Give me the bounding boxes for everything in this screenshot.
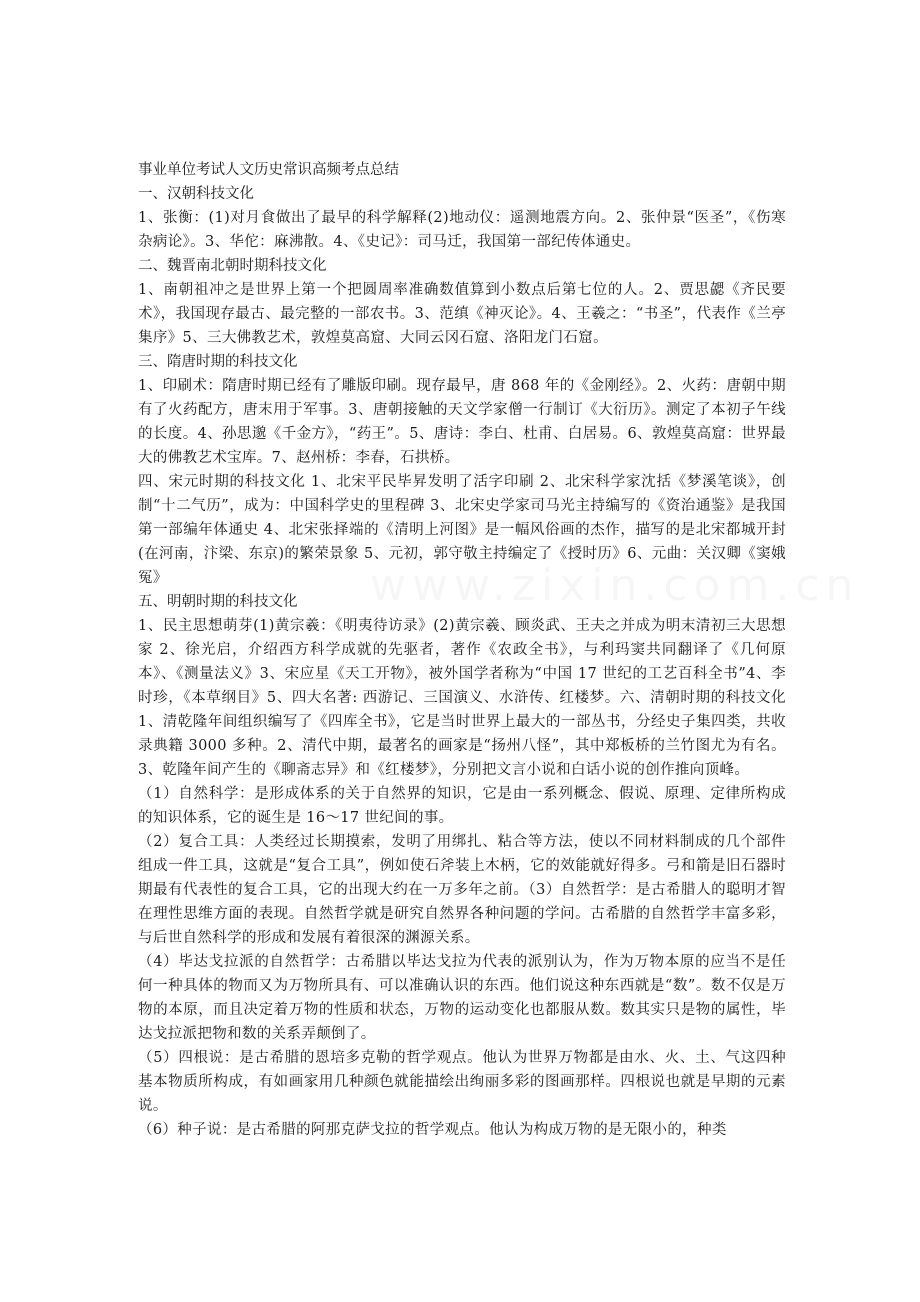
section-paragraph: （6）种子说：是古希腊的阿那克萨戈拉的哲学观点。他认为构成万物的是无限小的，种类 [138,1122,727,1138]
document-title: 事业单位考试人文历史常识高频考点总结 [138,162,399,178]
section-heading: 一、汉朝科技文化 [138,186,254,202]
section-heading: 五、明朝时期的科技文化 [138,594,298,610]
section-paragraph: 四、宋元时期的科技文化 1、北宋平民毕昇发明了活字印刷 2、北宋科学家沈括《梦溪笔谈》，创制“十二气历”，成为：中国科学史的里程碑 3、北宋史学家司马光主持编写的《资治通鉴》是我国第一部编年体通史 4、北宋张择端的《清明上河图》是一幅风俗画的杰作，描写的是北宋都城开封(在河南，汴梁、东京)的繁荣景象 5、元初，郭守敬主持编定了《授时历》6、元曲：关汉卿《窦娥冤》 [138,474,786,586]
section-paragraph: （4）毕达戈拉派的自然哲学：古希腊以毕达戈拉为代表的派别认为，作为万物本原的应当不是任何一种具体的物而又为万物所具有、可以准确认识的东西。他们说这种东西就是“数”。数不仅是万物的本原，而且决定着万物的性质和状态，万物的运动变化也都服从数。数其实只是物的属性，毕达戈拉派把物和数的关系弄颠倒了。 [138,954,786,1042]
section-paragraph: 1、南朝祖冲之是世界上第一个把圆周率准确数值算到小数点后第七位的人。2、贾思勰《齐民要术》，我国现存最古、最完整的一部农书。3、范缜《神灭论》。4、王羲之：“书圣”，代表作《兰亭集序》5、三大佛教艺术，敦煌莫高窟、大同云冈石窟、洛阳龙门石窟。 [138,282,786,346]
section-paragraph: 1、民主思想萌芽(1)黄宗羲：《明夷待访录》(2)黄宗羲、顾炎武、王夫之并成为明末清初三大思想家 2、徐光启，介绍西方科学成就的先驱者，著作《农政全书》，与利玛窦共同翻译了《几何原本》、《测量法义》3、宋应星《天工开物》，被外国学者称为“中国 17 世纪的工艺百科全书”4、李时珍，《本草纲目》5、四大名著: 西游记、三国演义、水浒传、红楼梦。六、清朝时期的科技文化 1、清乾隆年间组织编写了《四库全书》，它是当时世界上最大的一部丛书，分经史子集四类，共收录典籍 3000 多种。2、清代中期，最著名的画家是“扬州八怪”，其中郑板桥的兰竹图尤为有名。3、乾隆年间产生的《聊斋志异》和《红楼梦》，分别把文言小说和白话小说的创作推向顶峰。 [138,618,786,778]
section-paragraph: 1、张衡：(1)对月食做出了最早的科学解释(2)地动仪：遥测地震方向。2、张仲景“医圣”，《伤寒杂病论》。3、华佗：麻沸散。4、《史记》：司马迁，我国第一部纪传体通史。 [138,210,786,250]
section-heading: 三、隋唐时期的科技文化 [138,354,298,370]
section-paragraph: （1）自然科学：是形成体系的关于自然界的知识，它是由一系列概念、假说、原理、定律所构成的知识体系，它的诞生是 16～17 世纪间的事。 [138,786,786,826]
section-paragraph: （2）复合工具：人类经过长期摸索，发明了用绑扎、粘合等方法，使以不同材料制成的几个部件组成一件工具，这就是“复合工具”，例如使石斧装上木柄，它的效能就好得多。弓和箭是旧石器时期最有代表性的复合工具，它的出现大约在一万多年之前。（3）自然哲学：是古希腊人的聪明才智在理性思维方面的表现。自然哲学就是研究自然界各种问题的学问。古希腊的自然哲学丰富多彩，与后世自然科学的形成和发展有着很深的渊源关系。 [138,834,786,946]
document-page [138,158,786,1142]
section-paragraph: 1、印刷术：隋唐时期已经有了雕版印刷。现存最早，唐 868 年的《金刚经》。2、火药：唐朝中期有了火药配方，唐末用于军事。3、唐朝接触的天文学家僧一行制订《大衍历》。测定了本初子午线的长度。4、孙思邈《千金方》，“药王”。5、唐诗：李白、杜甫、白居易。6、敦煌莫高窟：世界最大的佛教艺术宝库。7、赵州桥：李春，石拱桥。 [138,378,786,466]
section-paragraph: （5）四根说：是古希腊的恩培多克勒的哲学观点。他认为世界万物都是由水、火、土、气这四种基本物质所构成，有如画家用几种颜色就能描绘出绚丽多彩的图画那样。四根说也就是早期的元素说。 [138,1050,786,1114]
section-heading: 二、魏晋南北朝时期科技文化 [138,258,327,274]
